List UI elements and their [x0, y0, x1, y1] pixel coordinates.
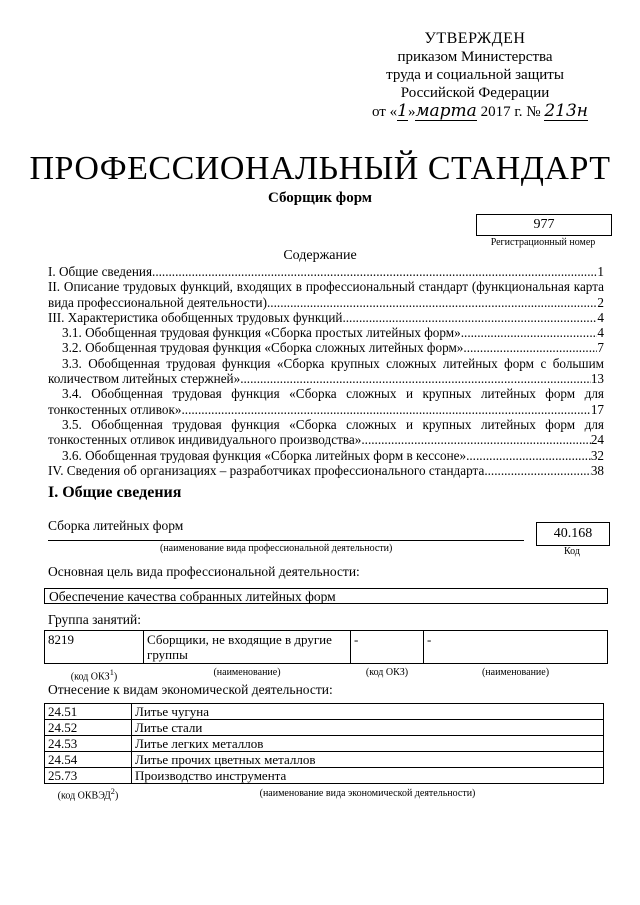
table-row: [45, 784, 604, 804]
okved-table: [44, 703, 604, 803]
table-row: [45, 720, 604, 736]
toc-item[interactable]: II. Описание трудовых функций, входящих в профессиональный стандарт (функциональная карта вида профессиональной деятельности) ..... 2: [48, 279, 604, 310]
okved-name: Литье чугуна: [132, 704, 604, 720]
toc-item[interactable]: 3.1. Обобщенная трудовая функция «Сборка простых литейных форм» ..... 4: [48, 325, 604, 340]
okz-name-caption: (наименование): [213, 667, 281, 678]
activity-code-caption: Код: [564, 546, 580, 557]
handwritten-month: марта: [415, 101, 477, 121]
goal-label: Основная цель вида профессиональной деятельности:: [48, 564, 360, 579]
date-prefix: от «: [372, 104, 398, 120]
okved-name: Литье стали: [132, 720, 604, 736]
approval-line-3: Российской Федерации: [400, 85, 550, 101]
okved-code: 25.73: [45, 768, 132, 784]
approval-date: [360, 102, 590, 121]
toc-item[interactable]: 3.2. Обобщенная трудовая функция «Сборка сложных литейных форм» ..... 7: [48, 340, 604, 355]
goal-value: Обеспечение качества собранных литейных форм: [44, 588, 608, 604]
activity-name: Сборка литейных форм: [48, 518, 184, 533]
table-of-contents: [48, 264, 604, 478]
okz-code-caption-2: (код ОКЗ): [365, 667, 409, 678]
toc-item[interactable]: 3.3. Обобщенная трудовая функция «Сборка крупных сложных литейных форм с большим количеством литейных стержней» ..... 13: [48, 356, 604, 387]
approval-block: [360, 30, 590, 121]
okz-code-1: 8219: [45, 631, 144, 664]
section-1-heading: I. Общие сведения: [48, 484, 182, 501]
toc-item[interactable]: 3.6. Обобщенная трудовая функция «Сборка литейных форм в кессоне» ..... 32: [48, 448, 604, 463]
table-row: [45, 631, 608, 664]
activity-caption: (наименование вида профессиональной деятельности): [160, 543, 393, 554]
approval-line-2: труда и социальной защиты: [386, 67, 564, 83]
registration-number-label: Регистрационный номер: [490, 237, 596, 248]
toc-item[interactable]: 3.5. Обобщенная трудовая функция «Сборка сложных и крупных литейных форм для тонкостенных отливок индивидуального производства» ..... 24: [48, 417, 604, 448]
approval-title: УТВЕРЖДЕН: [424, 30, 526, 47]
registration-number-box: 977: [476, 214, 612, 236]
okved-name-caption: (наименование вида экономической деятельности): [132, 784, 604, 804]
toc-item[interactable]: I. Общие сведения ..... 1: [48, 264, 604, 279]
table-row: [45, 704, 604, 720]
toc-item[interactable]: 3.4. Обобщенная трудовая функция «Сборка сложных и крупных литейных форм для тонкостенных отливок» ..... 17: [48, 386, 604, 417]
document-title: ПРОФЕССИОНАЛЬНЫЙ СТАНДАРТ: [29, 150, 611, 187]
toc-item[interactable]: III. Характеристика обобщенных трудовых функций ..... 4: [48, 310, 604, 325]
econ-label: Отнесение к видам экономической деятельности:: [48, 682, 333, 697]
table-row: [45, 752, 604, 768]
okved-name: Литье прочих цветных металлов: [132, 752, 604, 768]
okved-code: 24.53: [45, 736, 132, 752]
okz-code-2: -: [351, 631, 424, 664]
toc-heading: Содержание: [283, 248, 357, 263]
okz-code-caption: (код ОКЗ$^1$): [70, 668, 118, 683]
okved-code: 24.52: [45, 720, 132, 736]
group-label: Группа занятий:: [48, 612, 141, 627]
handwritten-day: 1: [397, 101, 408, 121]
activity-underline: [48, 540, 524, 541]
activity-code: 40.168: [536, 522, 610, 546]
date-mid: »: [407, 104, 416, 120]
table-row: [45, 736, 604, 752]
okved-code-caption: (код ОКВЭД$^2$): [45, 784, 132, 804]
table-row: [45, 768, 604, 784]
approval-line-1: приказом Министерства: [397, 49, 553, 65]
date-year: 2017 г. №: [480, 104, 541, 120]
profession-title: Сборщик форм: [267, 190, 373, 206]
okved-name: Литье легких металлов: [132, 736, 604, 752]
toc-item[interactable]: IV. Сведения об организациях – разработчиках профессионального стандарта ..... 38: [48, 463, 604, 478]
okz-name-1: Сборщики, не входящие в другие группы: [144, 631, 351, 664]
okz-name-caption-2: (наименование): [481, 667, 550, 678]
handwritten-number: 213н: [544, 101, 588, 121]
okz-name-2: -: [424, 631, 608, 664]
okved-name: Производство инструмента: [132, 768, 604, 784]
okved-code: 24.54: [45, 752, 132, 768]
occupations-table: [44, 630, 608, 685]
okved-code: 24.51: [45, 704, 132, 720]
